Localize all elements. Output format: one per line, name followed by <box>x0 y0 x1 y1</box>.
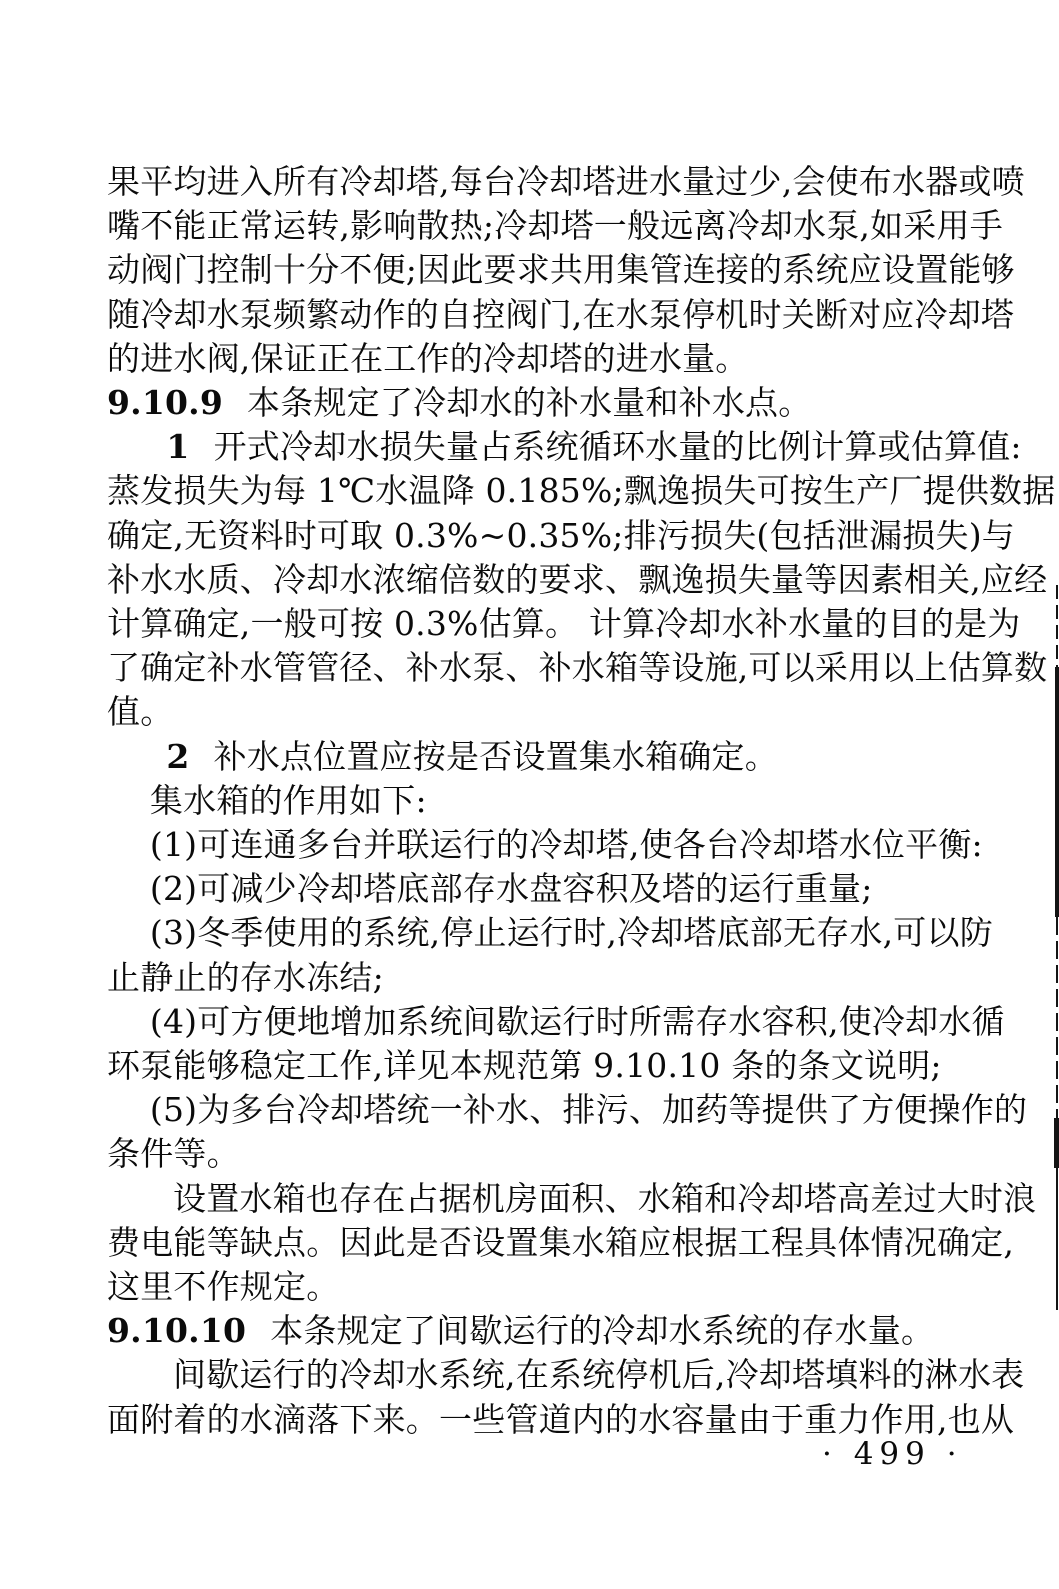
text-line <box>107 469 1056 513</box>
text-line <box>107 337 949 381</box>
scan-edge-artifact <box>1056 917 1058 1120</box>
scan-edge-artifact <box>1054 1118 1059 1168</box>
line-text: 集水箱的作用如下: <box>149 780 427 820</box>
text-line <box>107 1132 949 1176</box>
line-text: (3)冬季使用的系统,停止运行时,冷却塔底部无存水,可以防 <box>149 913 993 953</box>
line-text: 蒸发损失为每 1℃水温降 0.185%;飘逸损失可按生产厂提供数据 <box>107 471 1056 511</box>
line-text: 的进水阀,保证正在工作的冷却塔的进水量。 <box>107 338 749 378</box>
line-text: 计算确定,一般可按 0.3%估算。 计算冷却水补水量的目的是为 <box>107 604 1021 644</box>
line-text: 设置水箱也存在占据机房面积、水箱和冷却塔高差过大时浪 <box>173 1178 1037 1218</box>
text-line <box>107 1177 1037 1221</box>
line-text: 补水水质、冷却水浓缩倍数的要求、飘逸损失量等因素相关,应经 <box>107 559 1048 599</box>
line-text: 这里不作规定。 <box>107 1267 340 1307</box>
text-line <box>107 1044 949 1088</box>
line-text: 嘴不能正常运转,影响散热;冷却塔一般远离冷却水泵,如采用手 <box>107 206 1003 246</box>
line-text: 止静止的存水冻结; <box>107 957 384 997</box>
text-line <box>107 823 983 867</box>
line-text: 环泵能够稳定工作,详见本规范第 9.10.10 条的条文说明; <box>107 1046 942 1086</box>
line-text: (5)为多台冷却塔统一补水、排污、加药等提供了方便操作的 <box>149 1090 1028 1130</box>
scan-edge-artifact <box>1056 585 1058 668</box>
text-line <box>107 293 1015 337</box>
line-text: 本条规定了冷却水的补水量和补水点。 <box>247 383 812 423</box>
line-text: 条件等。 <box>107 1134 240 1174</box>
line-text: 随冷却水泵频繁动作的自控阀门,在水泵停机时关断对应冷却塔 <box>107 294 1015 334</box>
clause-number: 9.10.9 <box>107 383 224 423</box>
line-text: 确定,无资料时可取 0.3%~0.35%;排污损失(包括泄漏损失)与 <box>107 515 1015 555</box>
line-text: 开式冷却水损失量占系统循环水量的比例计算或估算值: <box>213 427 1022 467</box>
line-text: 动阀门控制十分不便;因此要求共用集管连接的系统应设置能够 <box>107 250 1015 290</box>
text-line <box>107 1221 1015 1265</box>
line-text: 费电能等缺点。因此是否设置集水箱应根据工程具体情况确定, <box>107 1222 1015 1262</box>
text-line <box>107 735 949 779</box>
text-line <box>107 911 993 955</box>
text-line <box>107 646 1048 690</box>
text-line <box>107 690 949 734</box>
scan-edge-artifact <box>1055 667 1059 917</box>
text-line <box>107 867 949 911</box>
line-text: 了确定补水管管径、补水泵、补水箱等设施,可以采用以上估算数 <box>107 648 1048 688</box>
text-line <box>107 1309 949 1353</box>
text-line <box>107 1265 949 1309</box>
text-line <box>107 1353 1025 1397</box>
line-text: 本条规定了间歇运行的冷却水系统的存水量。 <box>270 1311 935 1351</box>
text-line <box>107 248 1015 292</box>
clause-number: 1 <box>166 427 190 467</box>
line-text: 果平均进入所有冷却塔,每台冷却塔进水量过少,会使布水器或喷 <box>107 162 1025 201</box>
text-line <box>107 956 949 1000</box>
line-text: (4)可方便地增加系统间歇运行时所需存水容积,使冷却水循 <box>149 1001 1005 1041</box>
line-text: 面附着的水滴落下来。一些管道内的水容量由于重力作用,也从 <box>107 1399 1015 1439</box>
text-line <box>107 1000 1005 1044</box>
line-text: 间歇运行的冷却水系统,在系统停机后,冷却塔填料的淋水表 <box>173 1355 1025 1395</box>
clause-number: 9.10.10 <box>107 1311 247 1351</box>
text-line <box>107 779 949 823</box>
line-text: (2)可减少冷却塔底部存水盘容积及塔的运行重量; <box>149 869 873 909</box>
document-body <box>107 160 1056 1442</box>
page-number: · 499 · <box>822 1436 963 1472</box>
clause-number: 2 <box>166 736 190 776</box>
text-line <box>107 1088 1028 1132</box>
text-line <box>107 558 1048 602</box>
line-text: 值。 <box>107 692 174 732</box>
text-line <box>107 160 1025 204</box>
text-line <box>107 602 1021 646</box>
line-text: 补水点位置应按是否设置集水箱确定。 <box>213 736 778 776</box>
text-line <box>107 204 1003 248</box>
line-text: (1)可连通多台并联运行的冷却塔,使各台冷却塔水位平衡: <box>149 825 983 865</box>
text-line <box>107 425 1022 469</box>
text-line <box>107 381 949 425</box>
text-line <box>107 514 1015 558</box>
scan-edge-artifact <box>1056 1168 1058 1310</box>
